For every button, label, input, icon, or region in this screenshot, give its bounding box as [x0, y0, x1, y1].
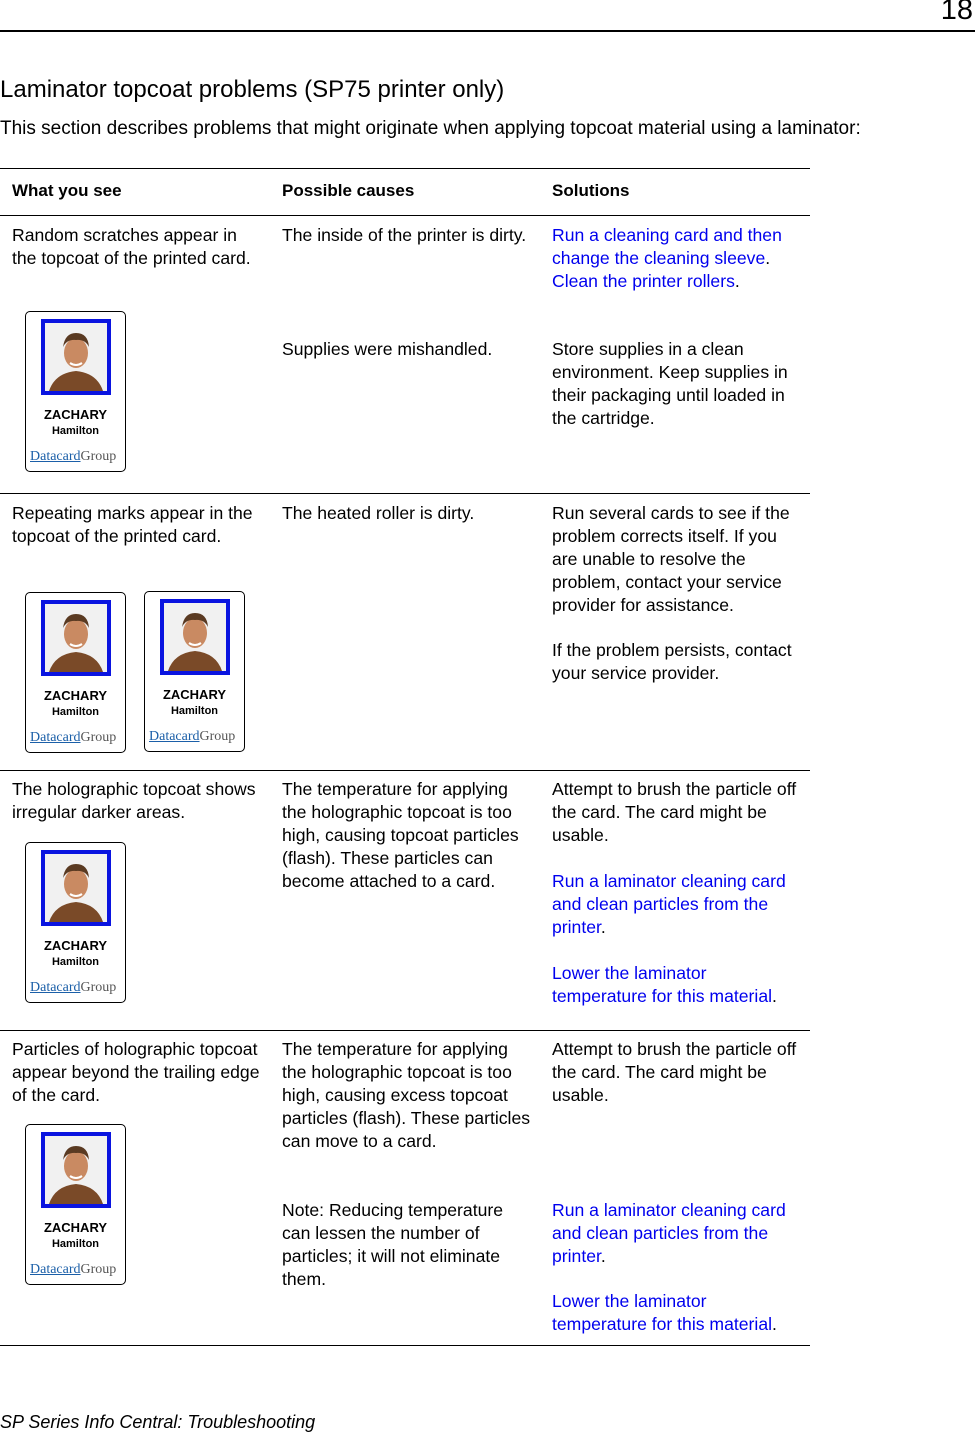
- row1-solution-2: Store supplies in a clean environment. Keep supplies in their packaging until loaded in the cartridge.: [552, 339, 788, 428]
- card-brand-logo: DatacardGroup: [30, 980, 117, 995]
- row1-what-you-see: Random scratches appear in the topcoat of the printed card.: [12, 225, 251, 268]
- card-first-name: ZACHARY: [43, 407, 108, 422]
- card-last-name: Hamilton: [170, 705, 219, 717]
- table-header-rule: [0, 215, 810, 216]
- row2-solution-1: Run several cards to see if the problem corrects itself. If you are unable to resolve the problem, contact your service provider for assistance.: [552, 503, 790, 615]
- row3-solution-2: [552, 870, 802, 939]
- sample-card-image: [144, 591, 245, 752]
- period: .: [772, 986, 777, 1006]
- link-lower-temperature[interactable]: Lower the laminator temperature for this material: [552, 1291, 773, 1334]
- link-laminator-cleaning[interactable]: Run a laminator cleaning card and clean particles from the printer: [552, 1200, 786, 1266]
- card-brand-logo: DatacardGroup: [30, 1262, 117, 1277]
- header-possible-causes: Possible causes: [282, 181, 415, 200]
- row-rule: [0, 1030, 810, 1031]
- header-what-you-see: What you see: [12, 181, 122, 200]
- row4-solution-1: Attempt to brush the particle off the card. The card might be usable.: [552, 1039, 797, 1105]
- link-lower-temperature[interactable]: Lower the laminator temperature for this material: [552, 963, 773, 1006]
- link-cleaning-card-sleeve[interactable]: Run a cleaning card and then change the cleaning sleeve: [552, 225, 782, 268]
- card-brand-logo: DatacardGroup: [30, 730, 117, 745]
- card-first-name: ZACHARY: [43, 688, 108, 703]
- header-solutions: Solutions: [552, 181, 630, 200]
- period: .: [600, 917, 606, 937]
- period: .: [734, 271, 740, 291]
- link-laminator-cleaning[interactable]: Run a laminator cleaning card and clean particles from the printer: [552, 871, 786, 937]
- table-bottom-rule: [0, 1345, 810, 1346]
- row1-solution-1: [552, 224, 802, 293]
- row4-cause-2: Note: Reducing temperature can lessen the number of particles; it will not eliminate them.: [282, 1200, 504, 1289]
- card-first-name: ZACHARY: [43, 938, 108, 953]
- card-photo: [41, 319, 111, 395]
- row-rule: [0, 493, 810, 494]
- row4-solution-2: [552, 1199, 802, 1268]
- header-rule: [0, 30, 975, 32]
- row1-cause-1: The inside of the printer is dirty.: [282, 225, 527, 245]
- card-last-name: Hamilton: [51, 425, 100, 437]
- row2-cause-1: The heated roller is dirty.: [282, 503, 475, 523]
- card-photo: [160, 599, 230, 675]
- row4-solution-3: [552, 1290, 802, 1336]
- row2-what-you-see: Repeating marks appear in the topcoat of the printed card.: [12, 503, 253, 546]
- card-brand-logo: DatacardGroup: [30, 449, 117, 464]
- page-number: 18: [940, 0, 973, 26]
- footer-text: SP Series Info Central: Troubleshooting: [0, 1412, 316, 1432]
- row3-solution-1: Attempt to brush the particle off the card. The card might be usable.: [552, 779, 797, 845]
- card-last-name: Hamilton: [51, 956, 100, 968]
- period: .: [765, 248, 771, 268]
- table-top-rule: [0, 168, 810, 169]
- period: .: [600, 1246, 606, 1266]
- sample-card-image: [25, 842, 126, 1003]
- row-rule: [0, 770, 810, 771]
- card-first-name: ZACHARY: [43, 1220, 108, 1235]
- row4-cause-1: The temperature for applying the holographic topcoat is too high, causing excess topcoat particles (flash). These particles can move to a card.: [282, 1039, 531, 1151]
- row4-what-you-see: Particles of holographic topcoat appear beyond the trailing edge of the card.: [12, 1039, 260, 1105]
- sample-card-image: [25, 1124, 126, 1285]
- card-photo: [41, 1132, 111, 1208]
- row3-solution-3: [552, 962, 802, 1008]
- link-clean-rollers[interactable]: Clean the printer rollers: [552, 271, 735, 291]
- row1-cause-2: Supplies were mishandled.: [282, 339, 493, 359]
- row3-cause-1: The temperature for applying the holographic topcoat is too high, causing topcoat particles (flash). These particles can become attached to a card.: [282, 779, 519, 891]
- card-brand-logo: DatacardGroup: [149, 729, 236, 744]
- card-last-name: Hamilton: [51, 706, 100, 718]
- card-last-name: Hamilton: [51, 1238, 100, 1250]
- row2-solution-2: If the problem persists, contact your service provider.: [552, 640, 792, 683]
- row3-what-you-see: The holographic topcoat shows irregular darker areas.: [12, 779, 256, 822]
- card-first-name: ZACHARY: [162, 687, 227, 702]
- intro-text: This section describes problems that might originate when applying topcoat material using a laminator:: [0, 118, 861, 139]
- sample-card-image: [25, 311, 126, 472]
- sample-card-image: [25, 592, 126, 753]
- period: .: [772, 1314, 777, 1334]
- card-photo: [41, 850, 111, 926]
- card-photo: [41, 600, 111, 676]
- page-title: Laminator topcoat problems (SP75 printer only): [0, 76, 505, 103]
